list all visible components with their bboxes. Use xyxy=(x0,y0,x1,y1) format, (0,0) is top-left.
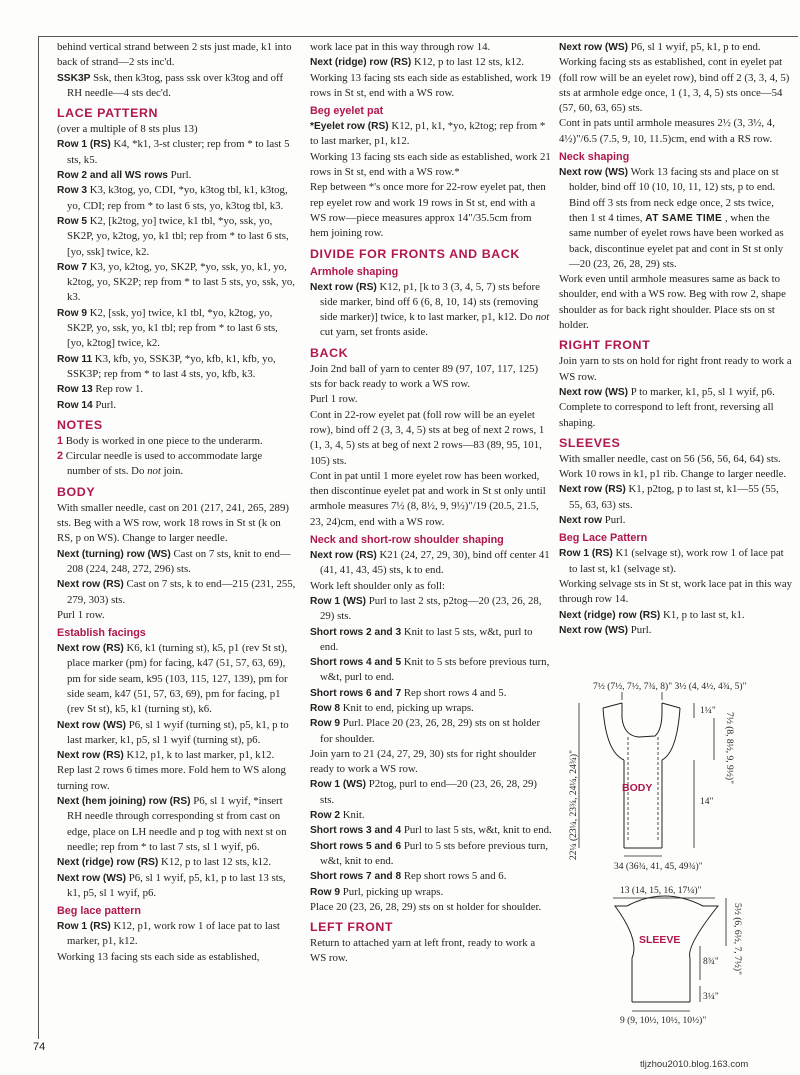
instruction-paragraph xyxy=(310,594,552,625)
instruction-paragraph xyxy=(559,40,793,55)
section-heading: LACE PATTERN xyxy=(57,106,159,121)
sleeve-schematic xyxy=(613,885,743,1026)
instruction-paragraph xyxy=(559,116,793,147)
text-run: Rep short rows 5 and 6. xyxy=(401,870,507,883)
instruction-paragraph xyxy=(57,641,297,717)
instruction-paragraph xyxy=(310,180,552,241)
instruction-paragraph xyxy=(559,354,793,385)
text-run: Knit to 5 sts before previous turn, w&t, purl to end. xyxy=(320,656,550,684)
neck-depth-dim: 1¼" xyxy=(700,706,716,716)
section-heading: BODY xyxy=(57,484,96,499)
instruction-paragraph xyxy=(57,871,297,902)
instruction-paragraph xyxy=(310,55,552,70)
text-run: Work 13 facing sts and place on st holder, bind off 10 (10, 10, 11, 12) sts, p to end. Bind off 3 sts from neck edge once, 2 sts twice, then 1 st 4 times, xyxy=(569,166,779,224)
row-label: Row 2 xyxy=(310,810,341,822)
sleeve-cap-outline xyxy=(627,896,718,958)
instruction-paragraph xyxy=(559,385,793,400)
instruction-paragraph xyxy=(559,55,793,116)
text-run: work lace pat in this way through row 14. xyxy=(310,41,491,53)
row-label: Next row (WS) xyxy=(559,167,629,179)
row-label: Next row (RS) xyxy=(310,281,377,293)
text-run: Purl 1 row. xyxy=(57,608,105,621)
instruction-paragraph xyxy=(310,701,552,716)
instruction-paragraph xyxy=(57,214,297,260)
row-label: Next (hem joining) row (RS) xyxy=(57,796,191,808)
row-label: Row 13 xyxy=(57,384,93,396)
instruction-paragraph xyxy=(57,40,297,71)
page-border-top xyxy=(38,36,798,37)
text-column-2 xyxy=(310,40,552,967)
instruction-paragraph xyxy=(57,547,297,578)
row-label: Short rows 7 and 8 xyxy=(310,871,402,883)
instruction-paragraph xyxy=(57,183,297,214)
text-run: (over a multiple of 8 sts plus 13) xyxy=(57,123,198,136)
instruction-paragraph xyxy=(57,137,297,168)
text-run: Knit. xyxy=(340,809,365,822)
text-run: P6, sl 1 wyif, p5, k1, p to end. xyxy=(628,41,761,53)
subsection-heading: Armhole shaping xyxy=(310,265,399,278)
text-run: P6, sl 1 wyif (turning st), p5, k1, p to last marker, k1, p5, sl 1 wyif (turning st), p6. xyxy=(67,718,289,746)
sleeve-top-width-dim: 13 (14, 15, 16, 17¼)" xyxy=(620,886,702,896)
instruction-paragraph xyxy=(310,936,552,967)
text-run: Purl. xyxy=(628,623,652,636)
instruction-paragraph xyxy=(57,398,297,413)
row-label: Next row (RS) xyxy=(559,484,626,496)
body-width-dim: 34 (36¾, 41, 45, 49¾)" xyxy=(614,862,703,872)
row-label: Next row (RS) xyxy=(57,579,124,591)
instruction-paragraph xyxy=(559,482,793,513)
text-run: Rep row 1. xyxy=(92,383,144,396)
watermark-url: tljzhou2010.blog.163.com xyxy=(640,1059,749,1070)
row-label: Row 1 (RS) xyxy=(57,921,111,933)
row-label: Next row (RS) xyxy=(57,643,124,655)
section-heading: LEFT FRONT xyxy=(310,920,394,935)
instruction-paragraph xyxy=(57,260,297,306)
instruction-paragraph xyxy=(310,808,552,823)
text-run: Purl, picking up wraps. xyxy=(340,885,444,898)
armhole-depth-dim: 7½ (8, 8½, 9, 9½)" xyxy=(724,712,734,784)
row-label: Short rows 3 and 4 xyxy=(310,825,402,837)
text-run: not xyxy=(535,311,550,324)
row-label: Short rows 5 and 6 xyxy=(310,840,402,852)
text-run: Circular needle is used to accommodate large number of sts. Do xyxy=(63,450,263,478)
text-run: Work even until armhole measures same as back to shoulder, end with a WS row. Beg with row 2, shape shoulder as for back right shoulder. Place sts on st holder. xyxy=(559,273,786,332)
instruction-paragraph xyxy=(310,823,552,838)
text-run: Cont in pat until 1 more eyelet row has been worked, then discontinue eyelet pat and work in St st only until armhole measures 7½ (8, 8½, 9, 9½)"/19 (20.5, 21.5, 23, 24)cm, end with a WS row. xyxy=(310,469,546,528)
text-run: Return to attached yarn at left front, ready to work a WS row. xyxy=(310,937,536,965)
text-run: Rep short rows 4 and 5. xyxy=(401,686,507,699)
instruction-paragraph xyxy=(57,71,297,102)
instruction-paragraph xyxy=(559,546,793,577)
text-run: Join 2nd ball of yarn to center 89 (97, 107, 117, 125) sts for back ready to work a WS row. xyxy=(310,362,539,391)
text-run: With smaller needle, cast on 56 (56, 56, 64, 64) sts. Work 10 rows in k1, p1 rib. Change to larger needle. xyxy=(559,452,787,481)
instruction-paragraph xyxy=(57,449,297,480)
instruction-paragraph xyxy=(310,777,552,808)
subsection-heading: Neck shaping xyxy=(559,151,630,164)
text-run: , when the same number of eyelet rows have been worked as back, discontinue eyelet pat and cont in St st only—20 (23, 26, 28, 29) sts. xyxy=(569,211,784,270)
row-label: Row 8 xyxy=(310,702,341,714)
section-heading: RIGHT FRONT xyxy=(559,338,651,353)
text-run: Purl. xyxy=(92,398,117,411)
text-run: Working selvage sts in St st, work lace pat in this way through row 14. xyxy=(559,577,793,606)
text-run: AT SAME TIME xyxy=(645,212,723,224)
right-armhole-outline xyxy=(662,708,680,760)
body-schematic xyxy=(568,681,747,872)
instruction-paragraph xyxy=(57,352,297,383)
instruction-paragraph xyxy=(559,513,793,528)
text-run: K21 (24, 27, 29, 30), bind off center 41 (41, 41, 43, 45) sts, k to end. xyxy=(320,549,550,577)
instruction-paragraph xyxy=(310,469,552,530)
instruction-paragraph xyxy=(310,625,552,656)
left-armhole-outline xyxy=(603,708,624,760)
page-number: 74 xyxy=(33,1041,46,1053)
total-length-dim: 22¼ (23¼, 23¾, 24¼, 24¾)" xyxy=(569,750,579,860)
subsection-heading: Beg lace pattern xyxy=(57,905,142,918)
instruction-paragraph xyxy=(559,400,793,431)
lower-length-dim: 14" xyxy=(700,797,714,807)
instruction-paragraph xyxy=(310,548,552,579)
text-run: Purl. xyxy=(167,169,192,182)
text-run: K12, p1, [k to 3 (3, 4, 5, 7) sts before side marker, bind off 6 (6, 8, 10, 14) sts (removing side marker)] twice, k to last marker, p1, k12. Do xyxy=(320,280,540,324)
instruction-paragraph xyxy=(310,839,552,870)
instruction-paragraph xyxy=(57,763,297,794)
text-run: K12, p1, k to last marker, p1, k12. xyxy=(123,749,275,762)
text-run: Join yarn to sts on hold for right front ready to work a WS row. xyxy=(559,355,792,383)
instruction-paragraph xyxy=(559,272,793,333)
text-run: K1 (selvage st), work row 1 of lace pat to last st, k1 (selvage st). xyxy=(569,547,784,575)
text-run: K3, kfb, yo, SSK3P, *yo, kfb, k1, kfb, yo, SSK3P; rep from * to last 4 sts, yo, kfb, k3. xyxy=(67,352,276,380)
note-number: 2 xyxy=(57,450,64,463)
instruction-paragraph xyxy=(310,747,552,778)
instruction-paragraph xyxy=(57,748,297,763)
text-run: Working 13 facing sts each side as established, work 21 rows in St st, end with a WS row.* xyxy=(310,150,551,179)
instruction-paragraph xyxy=(310,579,552,594)
text-run: K4, *k1, 3-st cluster; rep from * to last 5 sts, k5. xyxy=(67,138,290,166)
instruction-paragraph xyxy=(310,716,552,747)
body-label: BODY xyxy=(622,782,653,794)
subsection-heading: Beg Lace Pattern xyxy=(559,532,648,545)
section-heading: DIVIDE FOR FRONTS AND BACK xyxy=(310,246,520,261)
schematic-diagram xyxy=(560,670,800,1035)
instruction-paragraph xyxy=(310,885,552,900)
instruction-paragraph xyxy=(310,40,552,55)
text-run: Body is worked in one piece to the underarm. xyxy=(63,434,263,447)
instruction-paragraph xyxy=(310,119,552,150)
text-run: Cont in 22-row eyelet pat (foll row will be an eyelet row), bind off 2 (3, 3, 4, 5) sts at beg of next 2 rows, 1 (1, 3, 4, 5) sts at beg of next 2 rows—83 (89, 95, 101, 105) sts. xyxy=(310,408,545,467)
text-run: With smaller needle, cast on 201 (217, 241, 265, 289) sts. Beg with a WS row, work 18 rows in St st (k on RS, p on WS). Change to larger needle. xyxy=(57,501,289,545)
text-run: Cast on 7 sts, k to end—215 (231, 255, 279, 303) sts. xyxy=(67,578,296,606)
text-run: Purl. xyxy=(602,514,626,527)
section-heading: NOTES xyxy=(57,417,103,432)
row-label: Row 5 xyxy=(57,215,88,227)
row-label: Next (ridge) row (RS) xyxy=(57,857,159,869)
row-label: Next (ridge) row (RS) xyxy=(310,57,412,69)
instruction-paragraph xyxy=(310,655,552,686)
text-run: P to marker, k1, p5, sl 1 wyif, p6. xyxy=(628,385,775,398)
section-heading: SLEEVES xyxy=(559,435,621,450)
row-label: Row 1 (WS) xyxy=(310,779,367,791)
row-label: Row 3 xyxy=(57,185,88,197)
instruction-paragraph xyxy=(310,280,552,341)
text-run: Purl to last 2 sts, p2tog—20 (23, 26, 28, 29) sts. xyxy=(320,594,542,623)
row-label: Row 11 xyxy=(57,353,93,365)
text-run: P2tog, purl to end—20 (23, 26, 28, 29) sts. xyxy=(320,778,537,806)
text-run: Working 13 facing sts each side as established, xyxy=(57,950,260,963)
sleeve-label: SLEEVE xyxy=(639,934,681,946)
row-label: Row 1 (RS) xyxy=(559,548,613,560)
text-run: K12, p1, k1, *yo, k2tog; rep from * to last marker, p1, k12. xyxy=(310,120,546,148)
page-border-left xyxy=(38,36,39,1039)
text-run: Work left shoulder only as foll: xyxy=(310,579,445,592)
row-label: Short rows 2 and 3 xyxy=(310,626,402,638)
row-label: Row 14 xyxy=(57,399,93,411)
subsection-heading: Neck and short-row shoulder shaping xyxy=(310,534,504,547)
text-run: Working 13 facing sts each side as established, work 19 rows in St st, end with a WS row. xyxy=(310,71,551,99)
text-run: join. xyxy=(160,465,184,478)
row-label: Next row (RS) xyxy=(57,750,124,762)
row-label: Next (turning) row (WS) xyxy=(57,548,171,560)
text-run: P6, sl 1 wyif, p5, k1, p to last 13 sts, k1, p5, sl 1 wyif, p6. xyxy=(67,871,286,899)
instruction-paragraph xyxy=(310,362,552,393)
text-run: behind vertical strand between 2 sts just made, k1 into back of strand—2 sts inc'd. xyxy=(57,41,292,69)
instruction-paragraph xyxy=(57,855,297,870)
row-label: SSK3P xyxy=(57,72,91,84)
text-run: P6, sl 1 wyif, *insert RH needle through corresponding st from cast on edge, place on LH needle and p tog with next st on needle; rep from * to last 7 sts, sl 1 wyif, p6. xyxy=(67,795,287,853)
instruction-paragraph xyxy=(559,452,793,483)
instruction-paragraph xyxy=(57,306,297,352)
row-label: Next row (WS) xyxy=(559,386,629,398)
text-run: K3, k3tog, yo, CDI, *yo, k3tog tbl, k1, k3tog, yo, CDI; rep from * to last 6 sts, yo, k3tog tbl, k3. xyxy=(67,184,288,212)
text-run: K1, p to last st, k1. xyxy=(660,608,745,621)
text-run: Knit to end, picking up wraps. xyxy=(340,701,474,714)
text-run: cut yarn, set fronts aside. xyxy=(320,326,428,339)
instruction-paragraph xyxy=(310,150,552,181)
row-label: Next row (RS) xyxy=(310,550,377,562)
instruction-paragraph xyxy=(559,577,793,608)
row-label: Short rows 4 and 5 xyxy=(310,657,402,669)
section-heading: BACK xyxy=(310,345,349,360)
text-run: K3, yo, k2tog, yo, SK2P, *yo, ssk, yo, k1, yo, k2tog, yo, SK2P; rep from * to last 5 sts, yo, ssk, yo, k3. xyxy=(67,260,295,304)
row-label: Next row (WS) xyxy=(57,719,127,731)
text-run: K12, p to last 12 sts, k12. xyxy=(411,56,525,69)
row-label: Next row (WS) xyxy=(559,42,629,53)
text-run: K6, k1 (turning st), k5, p1 (rev St st), place marker (pm) for facing, k47 (51, 57, 63, 69), pm for side seam, k95 (103, 115, 127, 139), pm for side seam, k47 (51, 57, 63, 69), pm for facing, p1 (rev St st), k5, k1 (turning st), k6. xyxy=(67,642,288,716)
instruction-paragraph xyxy=(310,900,552,915)
text-run: K1, p2tog, p to last st, k1—55 (55, 55, 63, 63) sts. xyxy=(569,483,779,511)
row-label: Short rows 6 and 7 xyxy=(310,687,402,699)
instruction-paragraph xyxy=(57,122,297,137)
instruction-paragraph xyxy=(57,718,297,749)
instruction-paragraph xyxy=(57,794,297,855)
subsection-heading: Establish facings xyxy=(57,627,146,640)
instruction-paragraph xyxy=(310,686,552,701)
text-run: Purl to 5 sts before previous turn, w&t, knit to end. xyxy=(320,839,549,867)
text-column-3 xyxy=(559,40,793,638)
row-label: Row 9 xyxy=(310,886,341,898)
text-run: Cast on 7 sts, knit to end—208 (224, 248, 272, 296) sts. xyxy=(67,547,291,575)
text-run: Rep between *'s once more for 22-row eyelet pat, then rep eyelet row and work 19 rows in St st, end with a WS row—piece measures approx 14"/35.5cm from hem joining row. xyxy=(310,181,546,240)
instruction-paragraph xyxy=(310,408,552,469)
instruction-paragraph xyxy=(57,382,297,397)
text-run: Knit to last 5 sts, w&t, purl to end. xyxy=(320,625,533,653)
instruction-paragraph xyxy=(559,608,793,623)
instruction-paragraph xyxy=(559,165,793,272)
sleeve-cap-height-dim: 5½ (6, 6½, 7, 7½)" xyxy=(732,903,742,975)
subsection-heading: Beg eyelet pat xyxy=(310,105,384,118)
row-label: *Eyelet row (RS) xyxy=(310,121,389,133)
text-run: Place 20 (23, 26, 28, 29) sts on st holder for shoulder. xyxy=(310,900,542,913)
instruction-paragraph xyxy=(57,501,297,547)
sleeve-length-dim: 8¾" xyxy=(703,957,719,967)
text-run: K12, p to last 12 sts, k12. xyxy=(158,856,272,869)
text-column-1 xyxy=(57,40,297,965)
text-run: K2, [ssk, yo] twice, k1 tbl, *yo, k2tog, yo, SK2P, yo, ssk, yo, k1 tbl; rep from * to last 6 sts, [yo, k2tog] twice, k2. xyxy=(67,306,278,350)
neckline-outline xyxy=(622,703,662,737)
text-run: Cont in pats until armhole measures 2½ (3, 3½, 4, 4½)"/6.5 (7.5, 9, 10, 11.5)cm, end with a RS row. xyxy=(559,117,775,145)
row-label: Row 9 xyxy=(310,718,341,730)
note-number: 1 xyxy=(57,434,64,447)
instruction-paragraph xyxy=(310,869,552,884)
instruction-paragraph xyxy=(57,168,297,183)
text-run: Complete to correspond to left front, reversing all shaping. xyxy=(559,401,774,429)
row-label: Row 9 xyxy=(57,307,88,319)
text-run: Purl. Place 20 (23, 26, 28, 29) sts on st holder for shoulder. xyxy=(320,717,541,745)
instruction-paragraph xyxy=(57,577,297,608)
text-run: Ssk, then k3tog, pass ssk over k3tog and off RH needle—4 sts dec'd. xyxy=(67,71,284,99)
row-label: Row 1 (WS) xyxy=(310,595,367,607)
row-label: Row 7 xyxy=(57,261,88,273)
text-run: Purl 1 row. xyxy=(310,393,358,406)
instruction-paragraph xyxy=(57,919,297,950)
text-run: K2, [k2tog, yo] twice, k1 tbl, *yo, ssk, yo, SK2P, yo, k2tog, yo, k1 tbl; rep from * to last 6 sts, [yo, ssk] twice, k2. xyxy=(67,214,289,258)
row-label: Next row xyxy=(559,515,603,527)
row-label: Next row (WS) xyxy=(57,872,127,884)
row-label: Row 1 (RS) xyxy=(57,139,111,151)
instruction-paragraph xyxy=(57,608,297,623)
instruction-paragraph xyxy=(559,623,793,638)
instruction-paragraph xyxy=(310,392,552,407)
text-run: Working facing sts as established, cont in eyelet pat (foll row will be an eyelet row), bind off 2 (3, 3, 4, 5) sts at armhole edge once, 1 (1, 3, 4, 5) sts once—54 (57, 60, 63, 65) sts. xyxy=(559,56,790,115)
instruction-paragraph xyxy=(57,950,297,965)
row-label: Next (ridge) row (RS) xyxy=(559,609,661,621)
row-label: Row 2 and all WS rows xyxy=(57,170,168,182)
body-top-dims: 7½ (7½, 7½, 7¾, 8)" 3½ (4, 4½, 4¾, 5)" xyxy=(593,682,747,692)
text-run: Purl to last 5 sts, w&t, knit to end. xyxy=(401,824,552,837)
text-run: K12, p1, work row 1 of lace pat to last marker, p1, k12. xyxy=(67,920,280,948)
instruction-paragraph xyxy=(310,71,552,102)
row-label: Next row (WS) xyxy=(559,624,629,636)
text-run: not xyxy=(147,465,161,478)
sleeve-cuff-dim: 3¼" xyxy=(703,992,719,1002)
sleeve-bottom-width-dim: 9 (9, 10½, 10½, 10½)" xyxy=(620,1016,707,1026)
text-run: Join yarn to 21 (24, 27, 29, 30) sts for right shoulder ready to work a WS row. xyxy=(310,747,537,776)
text-run: Rep last 2 rows 6 times more. Fold hem to WS along turning row. xyxy=(57,764,286,792)
instruction-paragraph xyxy=(57,434,297,449)
